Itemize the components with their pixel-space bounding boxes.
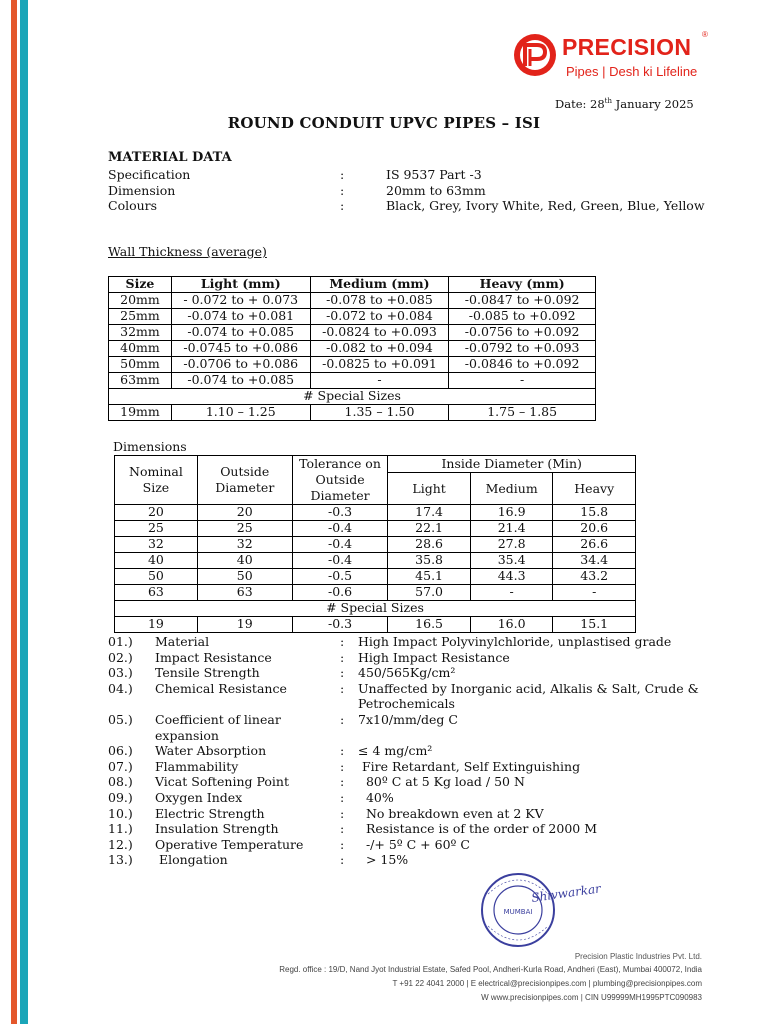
table-cell: 1.75 – 1.85 [449, 405, 596, 421]
property-colon: : [340, 711, 345, 727]
table-cell: 19 [115, 617, 198, 633]
property-colon: : [340, 649, 345, 665]
table-cell: 15.8 [553, 505, 636, 521]
material-data-heading: MATERIAL DATA [108, 150, 232, 165]
table-row [109, 325, 596, 341]
table-cell: - [310, 373, 449, 389]
table-cell: 28.6 [388, 537, 470, 553]
table-cell: -0.0846 to +0.092 [449, 357, 596, 373]
dimensions-table [114, 455, 636, 633]
property-item [108, 852, 728, 868]
table-cell: 25mm [109, 309, 172, 325]
table-row [109, 357, 596, 373]
table-cell: 45.1 [388, 569, 470, 585]
company-seal-stamp [478, 872, 602, 952]
header-size: Size [109, 277, 172, 293]
table-header-row [115, 456, 636, 473]
special-sizes-row [115, 601, 636, 617]
table-cell: 32 [115, 537, 198, 553]
table-row [109, 405, 596, 421]
special-sizes-row [109, 389, 596, 405]
table-cell: 20mm [109, 293, 172, 309]
registered-mark: ® [702, 30, 708, 39]
table-cell: 1.35 – 1.50 [310, 405, 449, 421]
table-cell: -0.4 [292, 553, 388, 569]
header-inside-diameter: Inside Diameter (Min) [388, 456, 636, 473]
table-cell: 22.1 [388, 521, 470, 537]
property-colon: : [340, 665, 345, 681]
special-sizes-label: # Special Sizes [115, 601, 636, 617]
property-item [108, 634, 728, 650]
table-row [115, 569, 636, 585]
property-name: Chemical Resistance [155, 680, 287, 696]
property-colon: : [340, 774, 345, 790]
table-cell: 44.3 [470, 569, 553, 585]
table-cell: 32 [197, 537, 292, 553]
property-number: 05.) [108, 711, 133, 727]
svg-text:MUMBAI: MUMBAI [503, 908, 533, 916]
property-number: 02.) [108, 649, 133, 665]
table-cell: 16.5 [388, 617, 470, 633]
special-sizes-label: # Special Sizes [109, 389, 596, 405]
table-cell: - [449, 373, 596, 389]
table-cell: 40 [115, 553, 198, 569]
property-name: Water Absorption [155, 743, 267, 759]
table-cell: -0.0745 to +0.086 [171, 341, 310, 357]
header-light: Light (mm) [171, 277, 310, 293]
property-value: High Impact Resistance [358, 649, 510, 665]
table-cell: -0.0847 to +0.092 [449, 293, 596, 309]
table-cell: 1.10 – 1.25 [171, 405, 310, 421]
table-cell: -0.085 to +0.092 [449, 309, 596, 325]
table-cell: 50 [115, 569, 198, 585]
property-item [108, 790, 728, 806]
table-cell: -0.5 [292, 569, 388, 585]
property-number: 06.) [108, 743, 133, 759]
property-value: -/+ 5º C + 60º C [358, 836, 470, 852]
property-colon: : [340, 805, 345, 821]
property-value: No breakdown even at 2 KV [358, 805, 544, 821]
brand-name: PRECISION [562, 34, 692, 60]
header-medium: Medium [470, 473, 553, 505]
table-row [115, 521, 636, 537]
table-cell: 63 [115, 585, 198, 601]
property-colon: : [340, 821, 345, 837]
table-cell: -0.3 [292, 617, 388, 633]
table-cell: 63 [197, 585, 292, 601]
table-cell: -0.072 to +0.084 [310, 309, 449, 325]
property-name: Electric Strength [155, 805, 265, 821]
properties-list [108, 634, 728, 868]
table-cell: 17.4 [388, 505, 470, 521]
property-item [108, 759, 728, 775]
table-cell: 50mm [109, 357, 172, 373]
header-tolerance: Tolerance on Outside Diameter [292, 456, 388, 505]
property-colon: : [340, 743, 345, 759]
table-cell: -0.0756 to +0.092 [449, 325, 596, 341]
table-header-row [109, 277, 596, 293]
table-cell: -0.0824 to +0.093 [310, 325, 449, 341]
property-item [108, 712, 728, 743]
brand-logo [512, 30, 712, 88]
property-item [108, 821, 728, 837]
table-cell: 21.4 [470, 521, 553, 537]
property-name: Coefficient of linear expansion [155, 711, 285, 743]
table-cell: 15.1 [553, 617, 636, 633]
property-name: Flammability [155, 758, 239, 774]
table-cell: 20 [197, 505, 292, 521]
table-cell: 35.4 [470, 553, 553, 569]
property-name: Vicat Softening Point [155, 774, 289, 790]
table-row [109, 341, 596, 357]
table-cell: -0.4 [292, 521, 388, 537]
wall-thickness-table [108, 276, 596, 421]
property-item [108, 837, 728, 853]
property-colon: : [340, 680, 345, 696]
property-name: Oxygen Index [155, 789, 243, 805]
property-colon: : [340, 758, 345, 774]
property-number: 09.) [108, 789, 133, 805]
table-row [115, 585, 636, 601]
property-number: 07.) [108, 758, 133, 774]
table-cell: 25 [115, 521, 198, 537]
property-number: 11.) [108, 821, 133, 837]
document-title: ROUND CONDUIT UPVC PIPES – ISI [227, 114, 541, 132]
property-item [108, 743, 728, 759]
table-cell: -0.3 [292, 505, 388, 521]
property-number: 01.) [108, 634, 133, 649]
property-colon: : [340, 852, 345, 868]
table-cell: - 0.072 to + 0.073 [171, 293, 310, 309]
table-cell: 19mm [109, 405, 172, 421]
header-light: Light [388, 473, 470, 505]
footer-contact: T +91 22 4041 2000 | E electrical@precisionpipes.com | plumbing@precisionpipes.com [392, 979, 702, 988]
table-cell: 26.6 [553, 537, 636, 553]
property-value: Unaffected by Inorganic acid, Alkalis & Salt, Crude & Petrochemicals [358, 680, 703, 712]
table-cell: 20.6 [553, 521, 636, 537]
table-row [109, 293, 596, 309]
property-colon: : [340, 836, 345, 852]
table-row [109, 373, 596, 389]
property-value: ≤ 4 mg/cm² [358, 743, 433, 759]
property-value: 450/565Kg/cm² [358, 665, 456, 681]
property-value: 7x10/mm/deg C [358, 711, 458, 727]
property-number: 03.) [108, 665, 133, 681]
header-medium: Medium (mm) [310, 277, 449, 293]
table-cell: 34.4 [553, 553, 636, 569]
table-cell: -0.078 to +0.085 [310, 293, 449, 309]
property-number: 04.) [108, 680, 133, 696]
svg-text:Shivwarkar: Shivwarkar [530, 881, 602, 905]
property-colon: : [340, 789, 345, 805]
table-cell: 63mm [109, 373, 172, 389]
table-row [115, 537, 636, 553]
table-cell: - [470, 585, 553, 601]
table-cell: 20 [115, 505, 198, 521]
property-name: Elongation [155, 852, 228, 868]
property-item [108, 806, 728, 822]
header-nominal-size: Nominal Size [115, 456, 198, 505]
table-cell: 57.0 [388, 585, 470, 601]
table-cell: -0.0825 to +0.091 [310, 357, 449, 373]
table-cell: -0.0792 to +0.093 [449, 341, 596, 357]
property-value: Fire Retardant, Self Extinguishing [358, 758, 581, 774]
property-name: Material [155, 634, 210, 649]
table-cell: -0.074 to +0.081 [171, 309, 310, 325]
property-number: 10.) [108, 805, 133, 821]
table-cell: - [553, 585, 636, 601]
document-date: Date: 28th January 2025 [555, 97, 694, 111]
property-item [108, 665, 728, 681]
table-cell: -0.4 [292, 537, 388, 553]
table-cell: 27.8 [470, 537, 553, 553]
precision-logo-icon [512, 32, 558, 78]
table-cell: -0.074 to +0.085 [171, 325, 310, 341]
footer-address: Regd. office : 19/D, Nand Jyot Industrial Estate, Safed Pool, Andheri-Kurla Road, Andheri (East), Mumbai 400072, India [279, 965, 702, 974]
property-item [108, 681, 728, 712]
property-name: Impact Resistance [155, 649, 272, 665]
property-item [108, 650, 728, 666]
property-number: 12.) [108, 836, 133, 852]
table-cell: 16.9 [470, 505, 553, 521]
table-cell: -0.0706 to +0.086 [171, 357, 310, 373]
table-cell: 40mm [109, 341, 172, 357]
table-row [109, 309, 596, 325]
table-cell: 19 [197, 617, 292, 633]
property-item [108, 774, 728, 790]
table-cell: 50 [197, 569, 292, 585]
table-cell: 43.2 [553, 569, 636, 585]
property-value: > 15% [358, 852, 409, 868]
table-row [115, 617, 636, 633]
property-number: 08.) [108, 774, 133, 790]
wall-thickness-heading: Wall Thickness (average) [108, 244, 267, 259]
footer-company-name: Precision Plastic Industries Pvt. Ltd. [574, 952, 702, 961]
dimensions-heading: Dimensions [113, 439, 187, 454]
property-number: 13.) [108, 852, 133, 868]
property-value: High Impact Polyvinylchloride, unplastised grade [358, 634, 672, 649]
table-cell: 32mm [109, 325, 172, 341]
table-cell: 16.0 [470, 617, 553, 633]
table-cell: -0.074 to +0.085 [171, 373, 310, 389]
property-name: Operative Temperature [155, 836, 304, 852]
table-cell: 25 [197, 521, 292, 537]
footer-web: W www.precisionpipes.com | CIN U99999MH1995PTC090983 [481, 993, 702, 1002]
property-name: Insulation Strength [155, 821, 279, 837]
header-outside-diameter: Outside Diameter [197, 456, 292, 505]
table-cell: -0.6 [292, 585, 388, 601]
header-heavy: Heavy (mm) [449, 277, 596, 293]
table-row [115, 553, 636, 569]
header-heavy: Heavy [553, 473, 636, 505]
table-row [115, 505, 636, 521]
brand-tagline: Pipes | Desh ki Lifeline [566, 64, 698, 79]
table-cell: 40 [197, 553, 292, 569]
property-name: Tensile Strength [155, 665, 260, 681]
table-cell: 35.8 [388, 553, 470, 569]
property-value: Resistance is of the order of 2000 M [358, 821, 598, 837]
left-teal-stripe [20, 0, 28, 1024]
left-orange-stripe [11, 0, 17, 1024]
table-cell: -0.082 to +0.094 [310, 341, 449, 357]
property-value: 80º C at 5 Kg load / 50 N [358, 774, 525, 790]
property-colon: : [340, 634, 345, 649]
property-value: 40% [358, 789, 394, 805]
